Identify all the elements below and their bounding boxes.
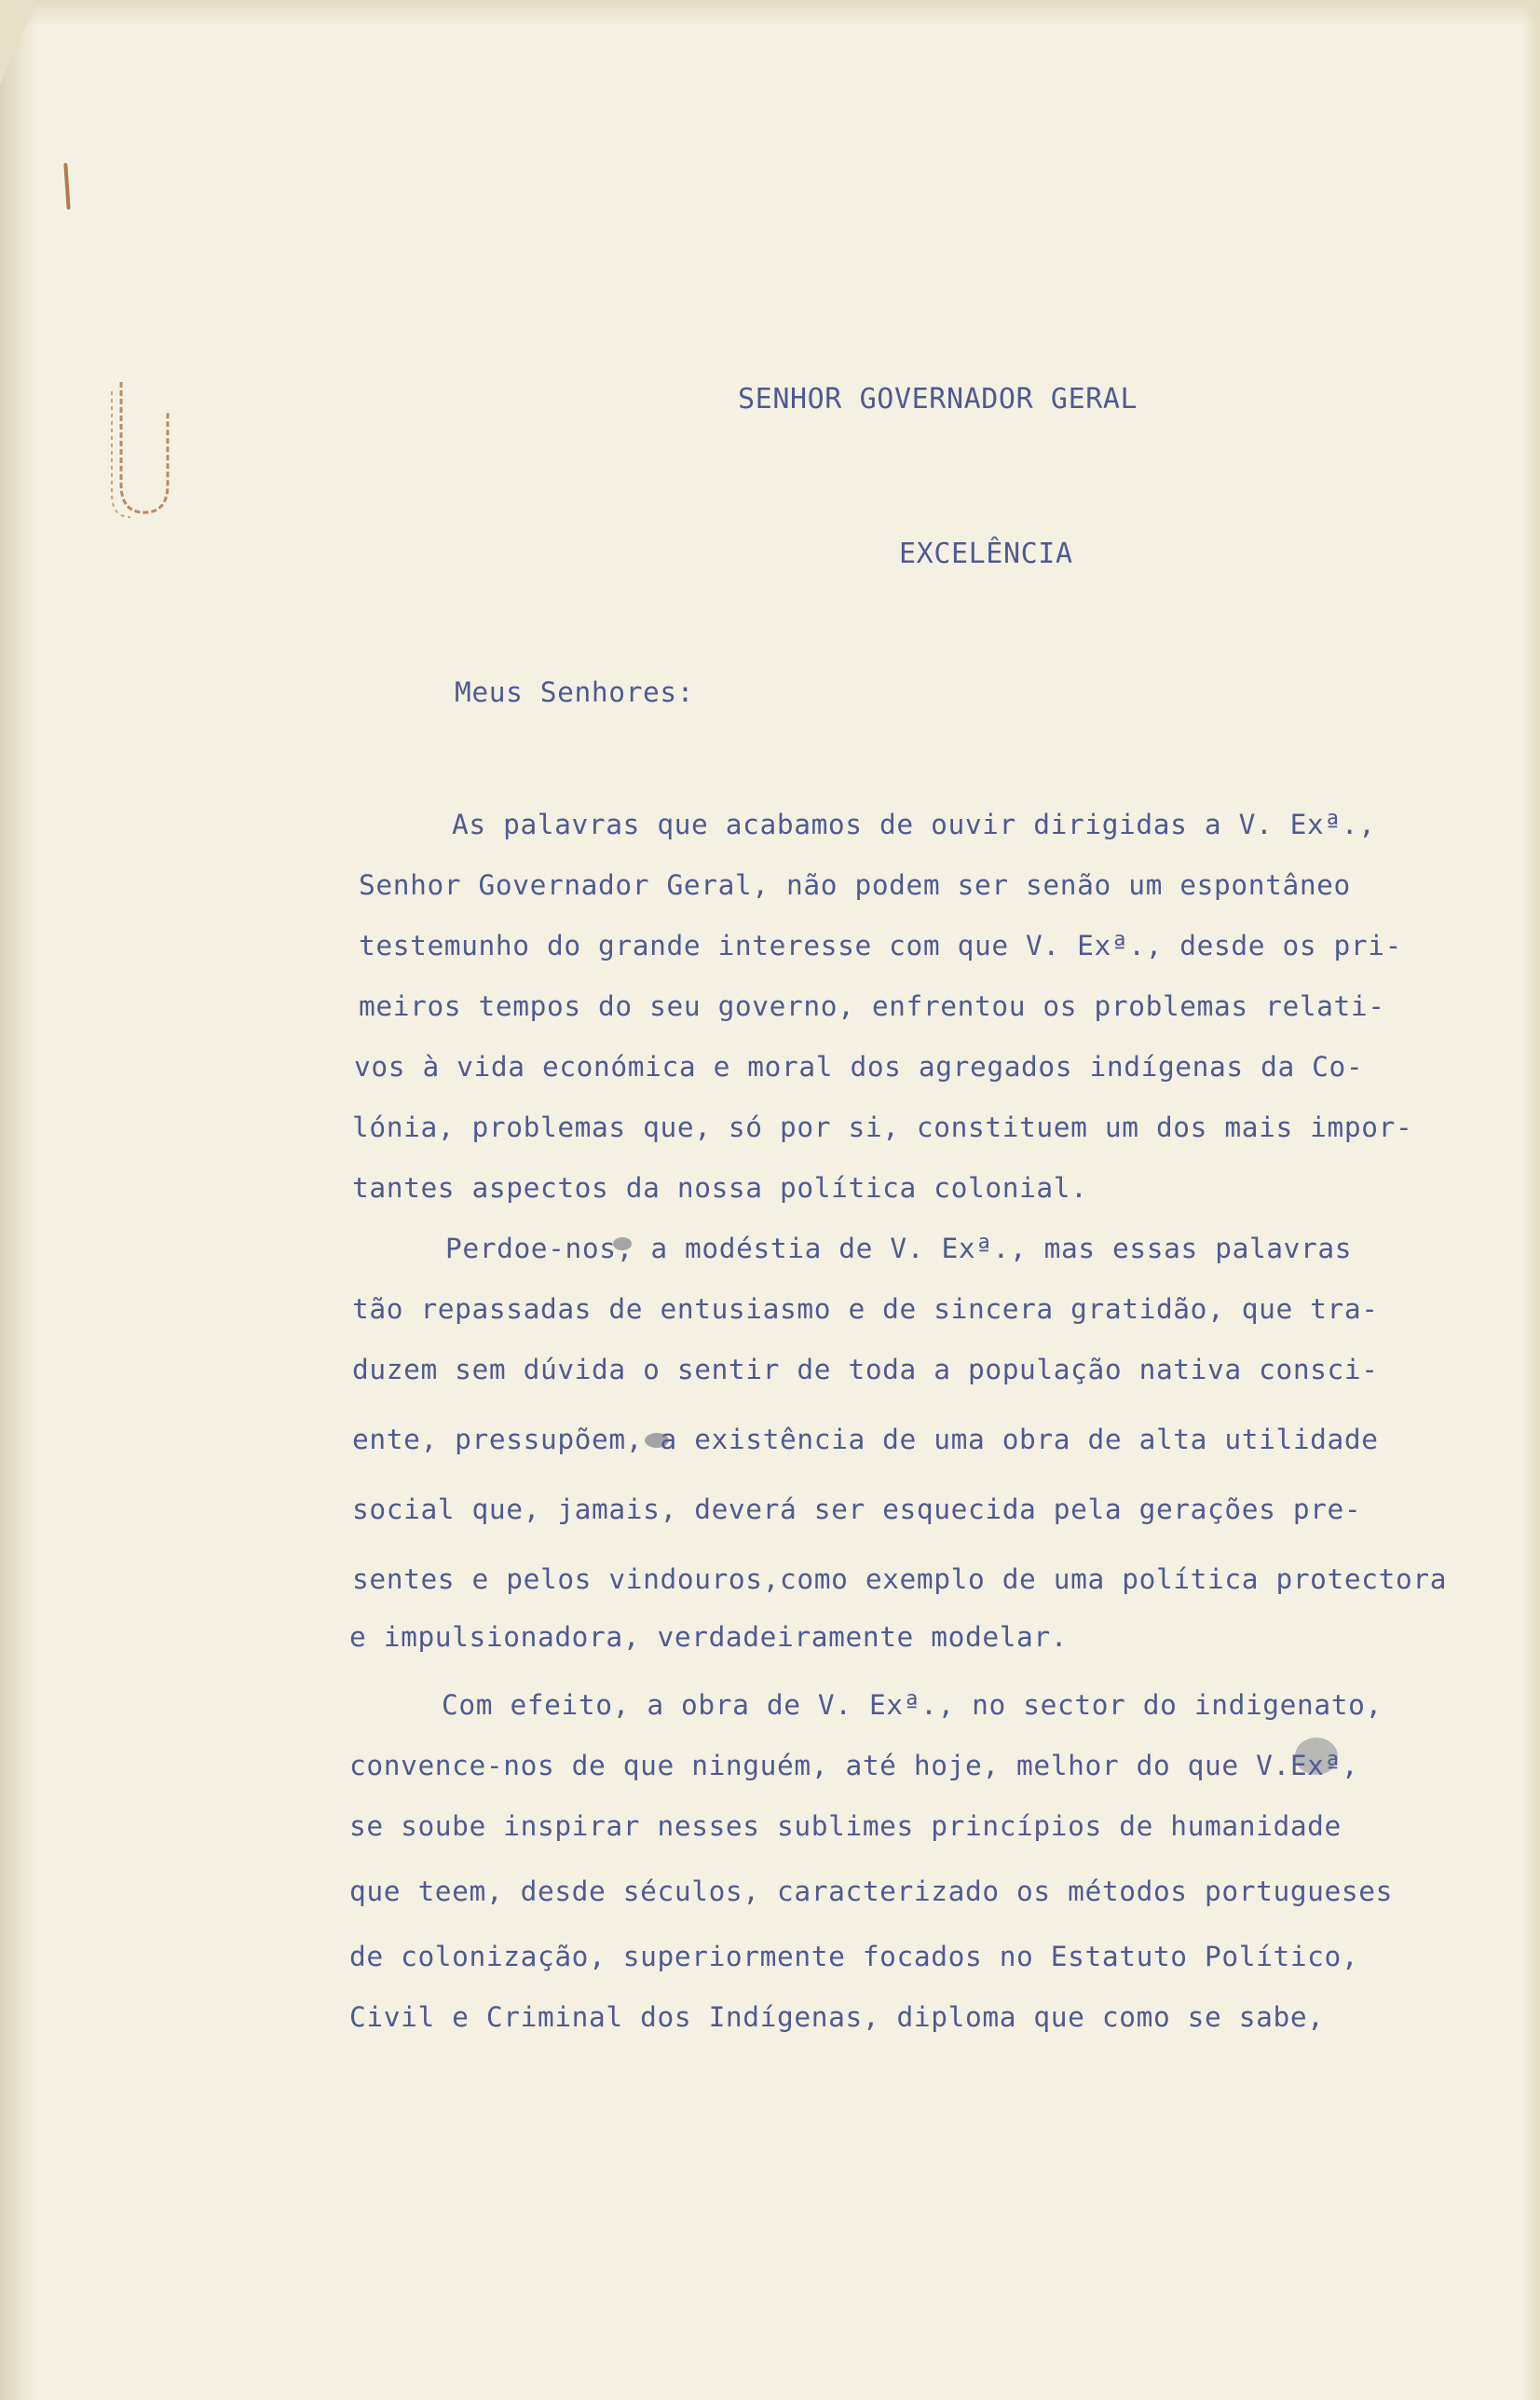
folded-corner bbox=[0, 0, 37, 84]
text-line: duzem sem dúvida o sentir de toda a população nativa consci- bbox=[352, 1354, 1379, 1385]
text-line: Senhor Governador Geral, não podem ser senão um espontâneo bbox=[359, 869, 1351, 901]
page-shadow-top bbox=[0, 0, 1540, 28]
text-line: sentes e pelos vindouros,como exemplo de uma política protectora bbox=[352, 1563, 1448, 1595]
text-line: de colonização, superiormente focados no Estatuto Político, bbox=[349, 1941, 1359, 1972]
text-line: Civil e Criminal dos Indígenas, diploma que como se sabe, bbox=[349, 2001, 1325, 2033]
document-heading: SENHOR GOVERNADOR GERAL bbox=[738, 383, 1138, 416]
text-line: Com efeito, a obra de V. Exª., no sector do indigenato, bbox=[442, 1689, 1383, 1721]
text-line: vos à vida económica e moral dos agregados indígenas da Co- bbox=[354, 1051, 1364, 1083]
margin-rust-mark bbox=[63, 163, 70, 210]
document-subheading: EXCELÊNCIA bbox=[899, 538, 1073, 570]
text-line: e impulsionadora, verdadeiramente modelar. bbox=[349, 1621, 1069, 1653]
page-shadow-left bbox=[0, 0, 37, 2400]
text-line: tão repassadas de entusiasmo e de sincera gratidão, que tra- bbox=[352, 1293, 1379, 1325]
text-line: tantes aspectos da nossa política colonial. bbox=[352, 1172, 1088, 1204]
text-line: se soube inspirar nesses sublimes princípios de humanidade bbox=[349, 1810, 1342, 1842]
text-line: meiros tempos do seu governo, enfrentou os problemas relati- bbox=[359, 990, 1385, 1022]
page-shadow-right bbox=[1521, 0, 1540, 2400]
text-line: convence-nos de que ninguém, até hoje, melhor do que V.Exª, bbox=[349, 1750, 1359, 1781]
paperclip-rust-mark-icon bbox=[93, 373, 177, 522]
salutation: Meus Senhores: bbox=[455, 676, 695, 708]
text-line: lónia, problemas que, só por si, constituem um dos mais impor- bbox=[352, 1111, 1413, 1143]
text-line: ente, pressupõem, a existência de uma obra de alta utilidade bbox=[352, 1424, 1379, 1455]
text-line: que teem, desde séculos, caracterizado os métodos portugueses bbox=[349, 1875, 1393, 1907]
text-line: Perdoe-nos, a modéstia de V. Exª., mas essas palavras bbox=[445, 1233, 1353, 1264]
text-line: As palavras que acabamos de ouvir dirigidas a V. Exª., bbox=[452, 809, 1376, 840]
text-line: testemunho do grande interesse com que V. Exª., desde os pri- bbox=[359, 930, 1402, 961]
text-line: social que, jamais, deverá ser esquecida pela gerações pre- bbox=[352, 1493, 1362, 1525]
